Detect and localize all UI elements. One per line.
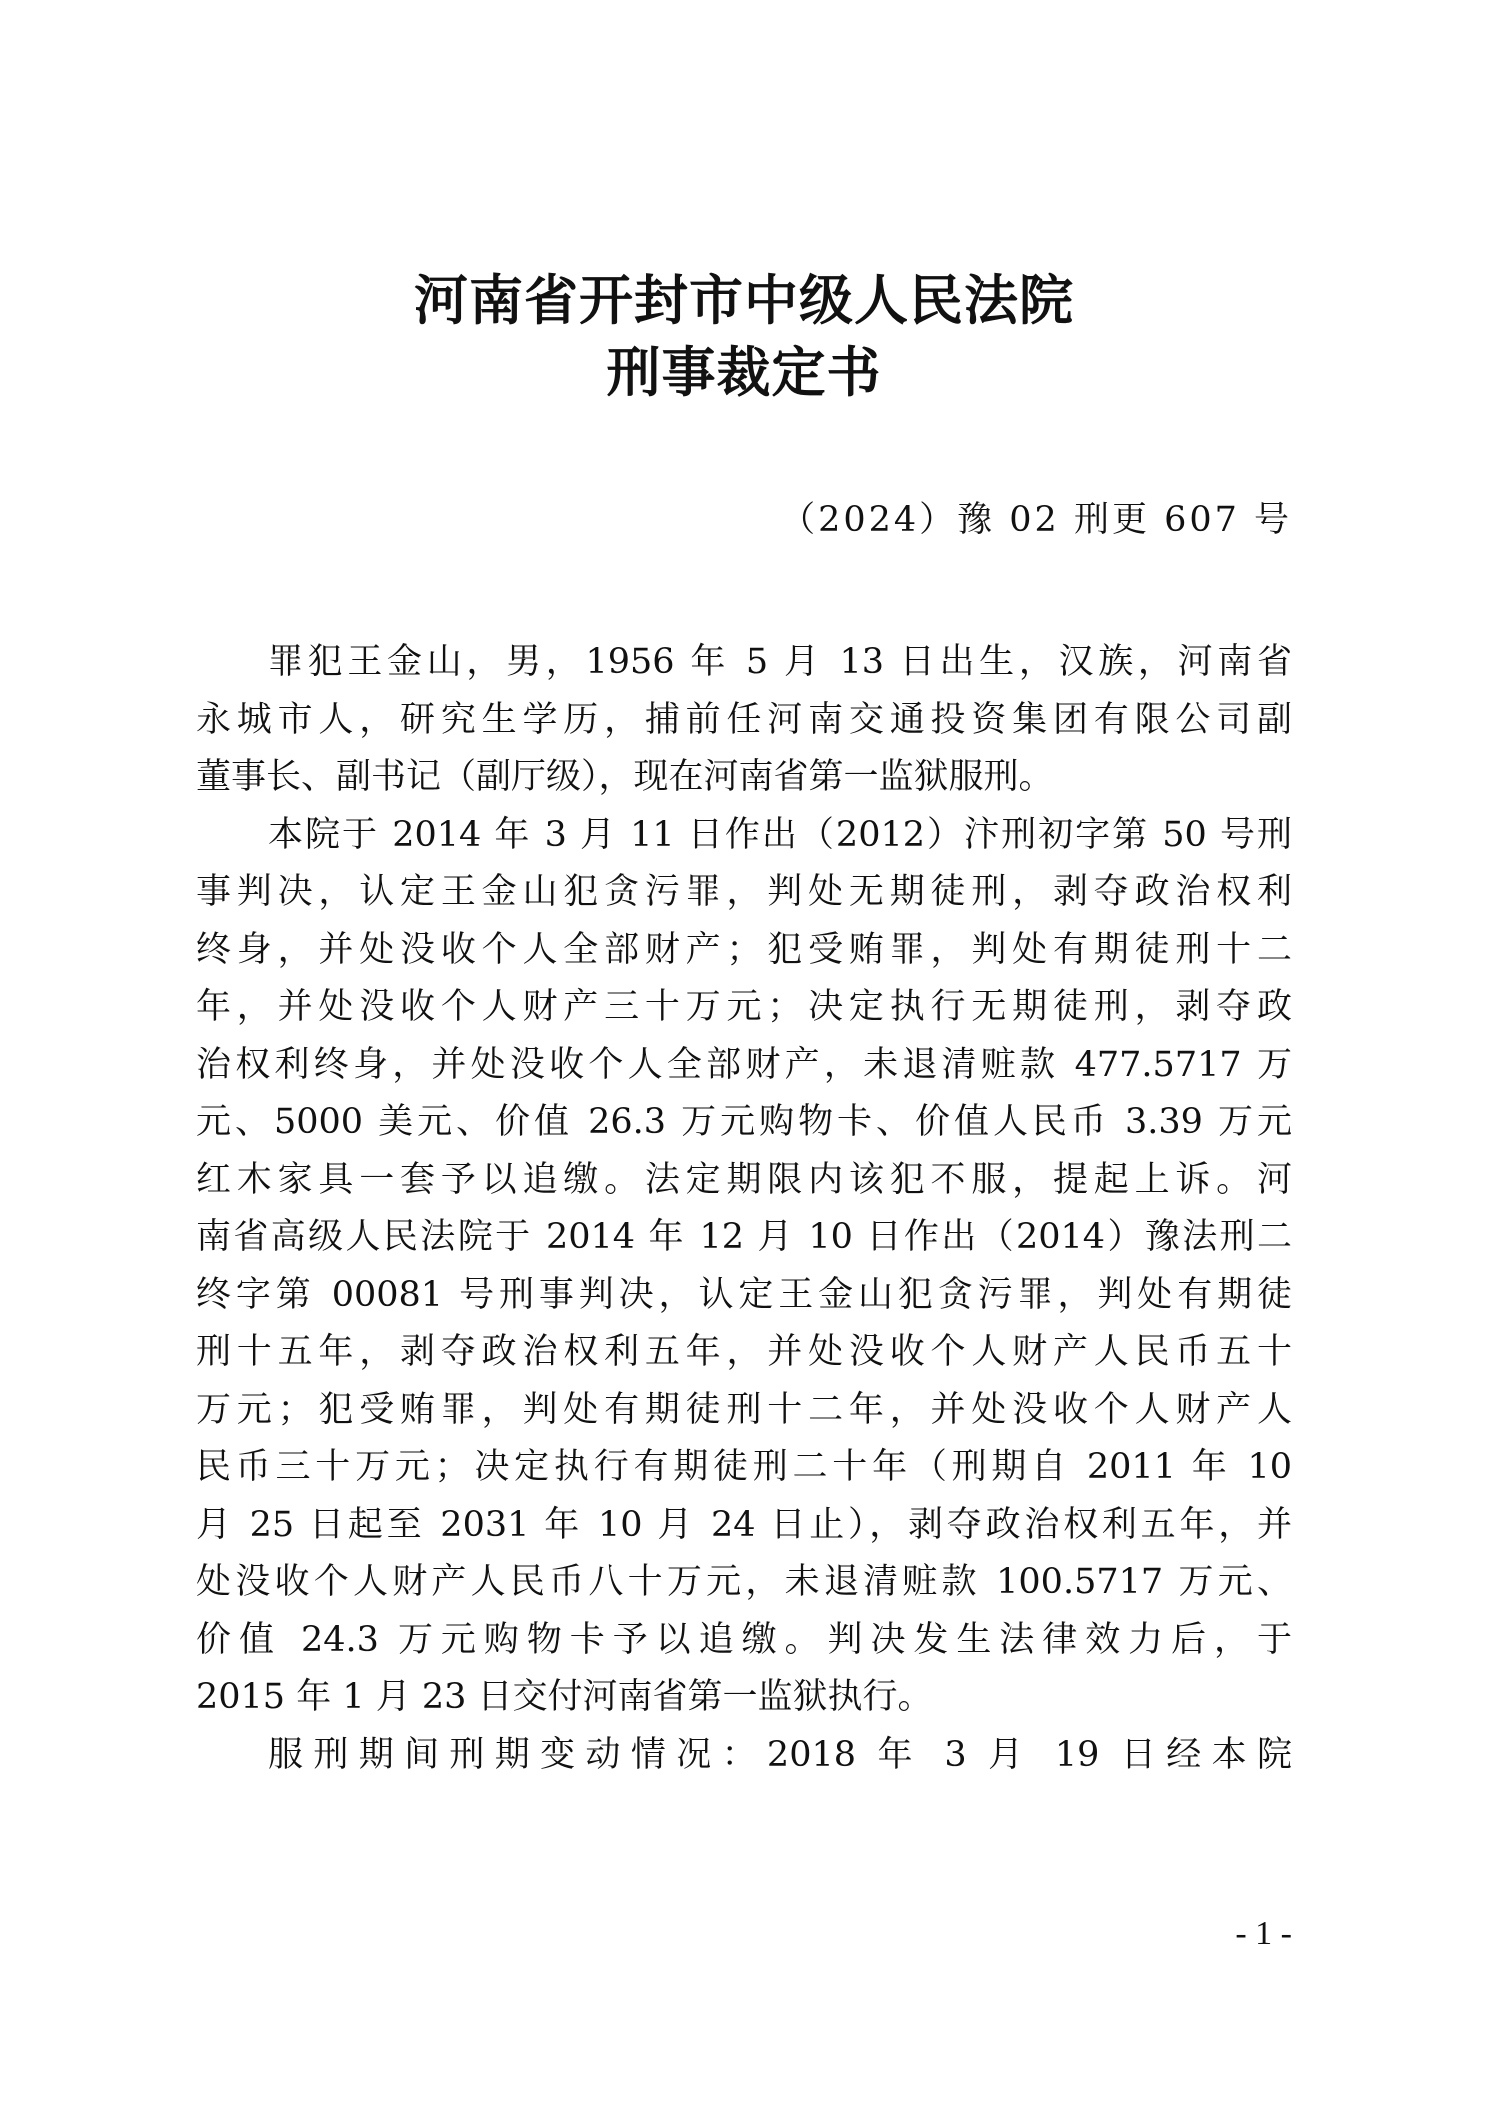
body-text-line: 价值 24.3 万元购物卡予以追缴。判决发生法律效力后，于: [196, 1619, 1292, 1660]
body-text-line: 刑十五年，剥夺政治权利五年，并处没收个人财产人民币五十: [196, 1332, 1292, 1372]
body-text-line: 民币三十万元；决定执行有期徒刑二十年（刑期自 2011 年 10: [196, 1447, 1292, 1487]
body-text-line: 董事长、副书记（副厅级），现在河南省第一监狱服刑。: [196, 757, 1054, 797]
page-number: - 1 -: [1235, 1915, 1292, 1952]
body-text-line: 罪犯王金山，男，1956 年 5 月 13 日出生，汉族，河南省: [268, 642, 1292, 682]
body-text-line: 服刑期间刑期变动情况：2018 年 3 月 19 日经本院: [268, 1734, 1292, 1775]
body-text-line: 终字第 00081 号刑事判决，认定王金山犯贪污罪，判处有期徒: [196, 1274, 1292, 1315]
body-text-line: 处没收个人财产人民币八十万元，未退清赃款 100.5717 万元、: [196, 1562, 1292, 1602]
case-number: （2024）豫 02 刑更 607 号: [780, 500, 1292, 540]
body-text-line: 红木家具一套予以追缴。法定期限内该犯不服，提起上诉。河: [196, 1159, 1292, 1200]
document-body: [196, 634, 1292, 1784]
court-name-heading: 河南省开封市中级人民法院: [414, 268, 1074, 332]
body-text-line: 万元；犯受贿罪，判处有期徒刑十二年，并处没收个人财产人: [196, 1389, 1292, 1430]
document-type-heading: 刑事裁定书: [606, 340, 882, 404]
body-text-line: 2015 年 1 月 23 日交付河南省第一监狱执行。: [196, 1677, 933, 1717]
body-text-line: 永城市人，研究生学历，捕前任河南交通投资集团有限公司副: [196, 699, 1292, 740]
body-text-line: 南省高级人民法院于 2014 年 12 月 10 日作出（2014）豫法刑二: [196, 1217, 1292, 1257]
body-text-line: 年，并处没收个人财产三十万元；决定执行无期徒刑，剥夺政: [196, 987, 1292, 1027]
body-text-line: 治权利终身，并处没收个人全部财产，未退清赃款 477.5717 万: [196, 1044, 1292, 1085]
body-text-line: 终身，并处没收个人全部财产；犯受贿罪，判处有期徒刑十二: [196, 929, 1292, 970]
body-text-line: 月 25 日起至 2031 年 10 月 24 日止），剥夺政治权利五年，并: [196, 1504, 1292, 1545]
body-text-line: 事判决，认定王金山犯贪污罪，判处无期徒刑，剥夺政治权利: [196, 872, 1292, 912]
body-text-line: 元、5000 美元、价值 26.3 万元购物卡、价值人民币 3.39 万元: [196, 1102, 1292, 1142]
body-text-line: 本院于 2014 年 3 月 11 日作出（2012）汴刑初字第 50 号刑: [268, 814, 1292, 855]
